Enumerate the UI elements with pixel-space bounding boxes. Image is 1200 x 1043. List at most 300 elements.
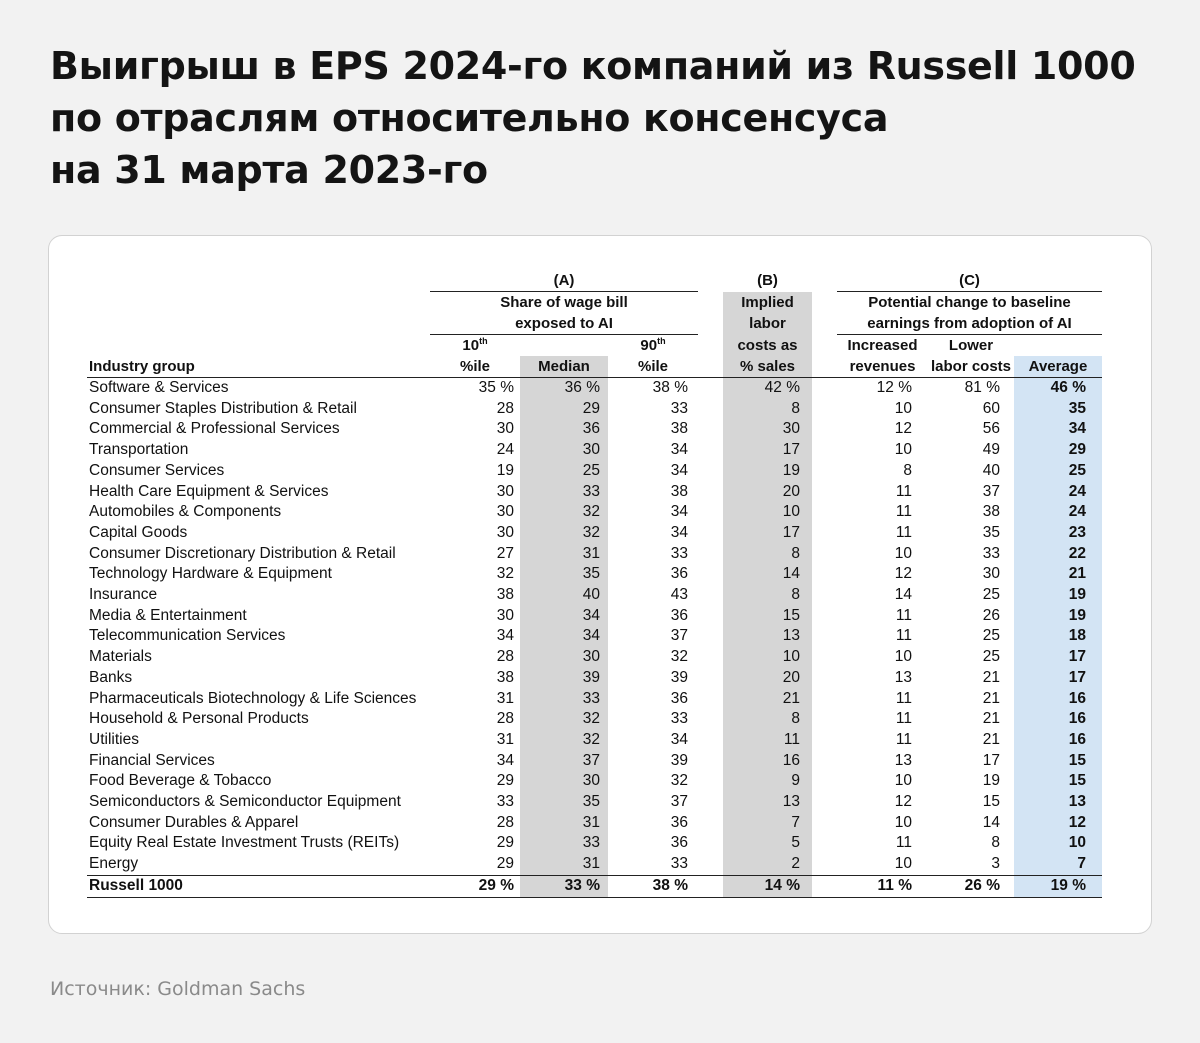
spacer-cell <box>698 730 723 751</box>
spacer-cell <box>698 502 723 523</box>
table-row <box>87 482 1102 503</box>
spacer-cell <box>812 399 837 420</box>
labor-cost-cell: 16 <box>723 751 812 772</box>
group-b-title-4: % sales <box>723 356 812 378</box>
spacer-cell <box>698 440 723 461</box>
group-b-title-1: Implied <box>723 292 812 314</box>
spacer-cell <box>698 378 723 399</box>
p90-cell: 33 <box>670 544 688 562</box>
industry-cell: Semiconductors & Semiconductor Equipment <box>89 793 401 811</box>
labor-cost-cell: 10 <box>723 502 812 523</box>
industry-cell: Automobiles & Components <box>89 503 282 521</box>
labor-cost-cell: 42 % <box>723 378 812 399</box>
increased-revenues-cell: 11 <box>895 627 912 645</box>
median-cell: 36 % <box>520 378 608 399</box>
p10-cell: 28 <box>496 813 514 831</box>
increased-revenues-cell: 10 <box>894 855 912 873</box>
spacer-cell <box>812 585 837 606</box>
spacer-cell <box>812 502 837 523</box>
spacer-cell <box>698 668 723 689</box>
p90-cell: 34 <box>670 503 688 521</box>
average-cell: 18 <box>1014 626 1102 647</box>
average-cell: 10 <box>1014 833 1102 854</box>
p90-cell: 36 <box>670 606 688 624</box>
table-row <box>87 854 1102 875</box>
industry-cell: Media & Entertainment <box>89 606 247 624</box>
p10-cell: 30 <box>496 523 514 541</box>
lower-labor-costs-cell: 60 <box>982 399 1000 417</box>
spacer-cell <box>812 378 837 399</box>
median-cell: 32 <box>520 730 608 751</box>
lower-labor-costs-cell: 21 <box>982 710 1000 728</box>
median-cell: 33 <box>520 482 608 503</box>
p10-cell: 28 <box>496 710 514 728</box>
median-cell: 34 <box>520 626 608 647</box>
increased-revenues-cell: 10 <box>894 544 912 562</box>
average-cell: 23 <box>1014 523 1102 544</box>
spacer-cell <box>812 709 837 730</box>
col-p10-bottom: %ile <box>459 358 490 375</box>
group-a-tag: (A) <box>553 272 575 289</box>
lower-labor-costs-cell: 15 <box>982 793 1000 811</box>
median-cell: 25 <box>520 461 608 482</box>
spacer-cell <box>812 647 837 668</box>
median-cell: 36 <box>520 419 608 440</box>
table-row <box>87 668 1102 689</box>
table-row <box>87 585 1102 606</box>
median-cell: 32 <box>520 709 608 730</box>
median-cell: 33 <box>520 689 608 710</box>
spacer-cell <box>812 626 837 647</box>
spacer-cell <box>698 833 723 854</box>
p10-cell: 19 <box>496 461 514 479</box>
average-cell: 29 <box>1014 440 1102 461</box>
spacer-cell <box>812 461 837 482</box>
table-row <box>87 378 1102 399</box>
spacer-cell <box>812 875 837 897</box>
increased-revenues-cell: 11 <box>895 730 912 748</box>
lower-labor-costs-cell: 56 <box>982 420 1000 438</box>
lower-labor-costs-cell: 35 <box>982 523 1000 541</box>
p90-cell: 33 <box>670 399 688 417</box>
p10-cell: 28 <box>496 648 514 666</box>
lower-labor-costs-cell: 25 <box>982 648 1000 666</box>
increased-revenues-cell: 11 <box>895 710 912 728</box>
headline <box>50 40 1150 196</box>
labor-cost-cell: 17 <box>723 440 812 461</box>
median-cell: 32 <box>520 502 608 523</box>
spacer-cell <box>698 419 723 440</box>
group-a-title-1: Share of wage bill <box>430 292 698 314</box>
lower-labor-costs-cell: 3 <box>991 855 1000 873</box>
table-row <box>87 399 1102 420</box>
spacer-cell <box>698 626 723 647</box>
spacer-cell <box>698 647 723 668</box>
col-p10-top: 10th <box>462 336 488 354</box>
lower-labor-costs-cell: 33 <box>982 544 1000 562</box>
p90-cell: 36 <box>670 689 688 707</box>
industry-cell: Transportation <box>89 441 189 459</box>
p90-cell: 34 <box>670 730 688 748</box>
average-cell: 12 <box>1014 813 1102 834</box>
increased-revenues-cell: 10 <box>894 399 912 417</box>
p90-cell: 36 <box>670 565 688 583</box>
p10-cell: 38 <box>496 668 514 686</box>
industry-cell: Banks <box>89 668 133 686</box>
labor-cost-cell: 8 <box>723 544 812 565</box>
group-b-title-2: labor <box>723 313 812 335</box>
average-cell: 16 <box>1014 689 1102 710</box>
p10-cell: 32 <box>496 565 514 583</box>
lower-labor-costs-cell: 17 <box>982 751 1000 769</box>
labor-cost-cell: 9 <box>723 771 812 792</box>
spacer-cell <box>812 854 837 875</box>
increased-revenues-cell: 8 <box>903 461 912 479</box>
industry-cell: Materials <box>89 648 152 666</box>
increased-revenues-cell: 12 <box>894 420 912 438</box>
industry-cell: Insurance <box>89 586 158 604</box>
industry-cell: Russell 1000 <box>87 875 430 897</box>
median-cell: 37 <box>520 751 608 772</box>
col-average: Average <box>1014 356 1102 378</box>
industry-cell: Utilities <box>89 730 139 748</box>
average-cell: 16 <box>1014 709 1102 730</box>
median-cell: 29 <box>520 399 608 420</box>
table-row <box>87 440 1102 461</box>
headline-line-2: по отраслям относительно консенсуса <box>50 96 889 140</box>
p10-cell: 30 <box>496 482 514 500</box>
table-card <box>48 235 1152 934</box>
col-increased-2: revenues <box>849 358 916 375</box>
p90-cell: 33 <box>670 710 688 728</box>
table-row <box>87 709 1102 730</box>
lower-labor-costs-cell: 37 <box>982 482 1000 500</box>
p90-cell: 32 <box>670 772 688 790</box>
p10-cell: 35 % <box>430 378 520 399</box>
median-cell: 39 <box>520 668 608 689</box>
average-cell: 19 <box>1014 606 1102 627</box>
headline-line-3: на 31 марта 2023-го <box>50 148 488 192</box>
p90-cell: 36 <box>670 834 688 852</box>
spacer-cell <box>812 751 837 772</box>
labor-cost-cell: 2 <box>723 854 812 875</box>
spacer-cell <box>812 813 837 834</box>
table-row <box>87 606 1102 627</box>
spacer-cell <box>698 854 723 875</box>
table-row <box>87 730 1102 751</box>
industry-cell: Consumer Discretionary Distribution & Retail <box>89 544 396 562</box>
spacer-cell <box>812 482 837 503</box>
table-row <box>87 564 1102 585</box>
p90-cell: 34 <box>670 461 688 479</box>
spacer-cell <box>698 606 723 627</box>
p10-cell: 34 <box>496 627 514 645</box>
labor-cost-cell: 14 % <box>723 875 812 897</box>
labor-cost-cell: 7 <box>723 813 812 834</box>
table-row <box>87 771 1102 792</box>
p90-cell: 38 % <box>608 875 698 897</box>
increased-revenues-cell: 11 <box>895 689 912 707</box>
industry-cell: Food Beverage & Tobacco <box>89 772 272 790</box>
spacer-cell <box>812 792 837 813</box>
labor-cost-cell: 13 <box>723 626 812 647</box>
lower-labor-costs-cell: 26 <box>982 606 1000 624</box>
headline-line-1: Выигрыш в EPS 2024-го компаний из Russell 1000 <box>50 44 1136 88</box>
col-median: Median <box>520 356 608 378</box>
labor-cost-cell: 15 <box>723 606 812 627</box>
increased-revenues-cell: 14 <box>894 586 912 604</box>
p90-cell: 39 <box>670 751 688 769</box>
labor-cost-cell: 5 <box>723 833 812 854</box>
table-row <box>87 461 1102 482</box>
increased-revenues-cell: 13 <box>894 751 912 769</box>
industry-cell: Consumer Durables & Apparel <box>89 813 299 831</box>
lower-labor-costs-cell: 49 <box>982 441 1000 459</box>
table-row <box>87 523 1102 544</box>
p10-cell: 30 <box>496 420 514 438</box>
median-cell: 30 <box>520 647 608 668</box>
p10-cell: 29 % <box>430 875 520 897</box>
spacer-cell <box>812 419 837 440</box>
labor-cost-cell: 20 <box>723 482 812 503</box>
median-cell: 31 <box>520 854 608 875</box>
labor-cost-cell: 8 <box>723 399 812 420</box>
labor-cost-cell: 14 <box>723 564 812 585</box>
group-b-title-3: costs as <box>723 335 812 357</box>
median-cell: 35 <box>520 564 608 585</box>
average-cell: 19 <box>1014 585 1102 606</box>
increased-revenues-cell: 11 <box>895 503 912 521</box>
spacer-cell <box>698 751 723 772</box>
increased-revenues-cell: 11 % <box>837 875 928 897</box>
industry-cell: Technology Hardware & Equipment <box>89 565 332 583</box>
table-row <box>87 689 1102 710</box>
lower-labor-costs-cell: 40 <box>982 461 1000 479</box>
industry-cell: Commercial & Professional Services <box>89 420 340 438</box>
industry-cell: Telecommunication Services <box>89 627 286 645</box>
table-body <box>87 378 1102 898</box>
median-cell: 31 <box>520 544 608 565</box>
table-row <box>87 626 1102 647</box>
industry-cell: Equity Real Estate Investment Trusts (REITs) <box>89 834 400 852</box>
p10-cell: 27 <box>496 544 514 562</box>
median-cell: 30 <box>520 440 608 461</box>
spacer-cell <box>812 523 837 544</box>
p10-cell: 28 <box>496 399 514 417</box>
spacer-cell <box>698 709 723 730</box>
spacer-cell <box>812 833 837 854</box>
increased-revenues-cell: 10 <box>894 441 912 459</box>
p10-cell: 24 <box>496 441 514 459</box>
p90-cell: 37 <box>670 627 688 645</box>
industry-cell: Pharmaceuticals Biotechnology & Life Sciences <box>89 689 417 707</box>
p10-cell: 29 <box>496 855 514 873</box>
spacer-cell <box>698 482 723 503</box>
lower-labor-costs-cell: 25 <box>982 627 1000 645</box>
average-cell: 15 <box>1014 751 1102 772</box>
group-tag-row <box>87 270 1102 292</box>
col-p90-bottom: %ile <box>637 358 668 375</box>
p10-cell: 33 <box>496 793 514 811</box>
increased-revenues-cell: 10 <box>894 648 912 666</box>
table-row <box>87 792 1102 813</box>
median-cell: 32 <box>520 523 608 544</box>
spacer-cell <box>812 771 837 792</box>
average-cell: 22 <box>1014 544 1102 565</box>
industry-cell: Consumer Services <box>89 461 225 479</box>
average-cell: 13 <box>1014 792 1102 813</box>
spacer-cell <box>698 585 723 606</box>
average-cell: 24 <box>1014 502 1102 523</box>
spacer-cell <box>812 544 837 565</box>
lower-labor-costs-cell: 81 % <box>928 378 1014 399</box>
increased-revenues-cell: 11 <box>895 523 912 541</box>
spacer-cell <box>812 606 837 627</box>
table-row <box>87 419 1102 440</box>
lower-labor-costs-cell: 19 <box>982 772 1000 790</box>
group-a-title-2: exposed to AI <box>430 313 698 335</box>
spacer-cell <box>698 461 723 482</box>
median-cell: 40 <box>520 585 608 606</box>
spacer-cell <box>698 813 723 834</box>
source-note: Источник: Goldman Sachs <box>50 978 306 1000</box>
spacer-cell <box>698 689 723 710</box>
labor-cost-cell: 17 <box>723 523 812 544</box>
spacer-cell <box>698 544 723 565</box>
p90-cell: 33 <box>670 855 688 873</box>
table-row <box>87 813 1102 834</box>
increased-revenues-cell: 13 <box>894 668 912 686</box>
average-cell: 35 <box>1014 399 1102 420</box>
spacer-cell <box>812 730 837 751</box>
average-cell: 34 <box>1014 419 1102 440</box>
table-row <box>87 647 1102 668</box>
industry-cell: Energy <box>89 855 139 873</box>
spacer-cell <box>698 875 723 897</box>
median-cell: 34 <box>520 606 608 627</box>
lower-labor-costs-cell: 14 <box>982 813 1000 831</box>
labor-cost-cell: 8 <box>723 585 812 606</box>
labor-cost-cell: 20 <box>723 668 812 689</box>
group-c-title-1: Potential change to baseline <box>837 292 1102 314</box>
industry-cell: Capital Goods <box>89 523 188 541</box>
lower-labor-costs-cell: 26 % <box>928 875 1014 897</box>
industry-cell: Financial Services <box>89 751 215 769</box>
average-cell: 7 <box>1014 854 1102 875</box>
total-row <box>87 875 1102 897</box>
increased-revenues-cell: 12 % <box>837 378 928 399</box>
p10-cell: 31 <box>496 689 514 707</box>
industry-cell: Consumer Staples Distribution & Retail <box>89 399 357 417</box>
p90-cell: 36 <box>670 813 688 831</box>
table-row <box>87 544 1102 565</box>
average-cell: 16 <box>1014 730 1102 751</box>
p90-cell: 38 % <box>608 378 698 399</box>
median-cell: 33 <box>520 833 608 854</box>
p90-cell: 34 <box>670 441 688 459</box>
industry-cell: Household & Personal Products <box>89 710 309 728</box>
average-cell: 15 <box>1014 771 1102 792</box>
labor-cost-cell: 19 <box>723 461 812 482</box>
col-lower-1: Lower <box>948 337 994 354</box>
lower-labor-costs-cell: 21 <box>982 730 1000 748</box>
spacer-cell <box>698 399 723 420</box>
average-cell: 19 % <box>1014 875 1102 897</box>
average-cell: 25 <box>1014 461 1102 482</box>
p10-cell: 29 <box>496 834 514 852</box>
average-cell: 17 <box>1014 647 1102 668</box>
increased-revenues-cell: 10 <box>894 813 912 831</box>
spacer-cell <box>812 440 837 461</box>
lower-labor-costs-cell: 8 <box>991 834 1000 852</box>
median-cell: 35 <box>520 792 608 813</box>
spacer-cell <box>698 771 723 792</box>
spacer-cell <box>698 564 723 585</box>
p90-cell: 38 <box>670 420 688 438</box>
p90-cell: 39 <box>670 668 688 686</box>
median-cell: 31 <box>520 813 608 834</box>
increased-revenues-cell: 11 <box>895 482 912 500</box>
lower-labor-costs-cell: 21 <box>982 668 1000 686</box>
group-c-title-2: earnings from adoption of AI <box>837 313 1102 335</box>
lower-labor-costs-cell: 21 <box>982 689 1000 707</box>
median-cell: 30 <box>520 771 608 792</box>
p90-cell: 38 <box>670 482 688 500</box>
industry-cell: Health Care Equipment & Services <box>89 482 329 500</box>
average-cell: 46 % <box>1014 378 1102 399</box>
p10-cell: 30 <box>496 503 514 521</box>
median-cell: 33 % <box>520 875 608 897</box>
increased-revenues-cell: 10 <box>894 772 912 790</box>
eps-ai-table <box>87 270 1102 898</box>
p10-cell: 38 <box>496 586 514 604</box>
p10-cell: 29 <box>496 772 514 790</box>
spacer-cell <box>812 564 837 585</box>
labor-cost-cell: 10 <box>723 647 812 668</box>
group-b-tag: (B) <box>757 272 778 290</box>
p90-cell: 37 <box>670 793 688 811</box>
spacer-cell <box>698 792 723 813</box>
table-row <box>87 833 1102 854</box>
labor-cost-cell: 8 <box>723 709 812 730</box>
industry-cell: Software & Services <box>87 378 430 399</box>
average-cell: 21 <box>1014 564 1102 585</box>
p90-cell: 34 <box>670 523 688 541</box>
average-cell: 17 <box>1014 668 1102 689</box>
labor-cost-cell: 13 <box>723 792 812 813</box>
p90-cell: 43 <box>670 586 688 604</box>
spacer-cell <box>812 689 837 710</box>
col-increased-1: Increased <box>847 337 918 354</box>
col-industry: Industry group <box>89 358 195 375</box>
spacer-cell <box>812 668 837 689</box>
p10-cell: 31 <box>496 730 514 748</box>
table-row <box>87 751 1102 772</box>
p90-cell: 32 <box>670 648 688 666</box>
increased-revenues-cell: 12 <box>894 565 912 583</box>
table-row <box>87 502 1102 523</box>
p10-cell: 34 <box>496 751 514 769</box>
spacer-cell <box>698 523 723 544</box>
lower-labor-costs-cell: 25 <box>982 586 1000 604</box>
average-cell: 24 <box>1014 482 1102 503</box>
labor-cost-cell: 30 <box>723 419 812 440</box>
increased-revenues-cell: 11 <box>895 606 912 624</box>
col-lower-2: labor costs <box>930 358 1012 375</box>
increased-revenues-cell: 12 <box>894 793 912 811</box>
labor-cost-cell: 21 <box>723 689 812 710</box>
increased-revenues-cell: 11 <box>895 834 912 852</box>
